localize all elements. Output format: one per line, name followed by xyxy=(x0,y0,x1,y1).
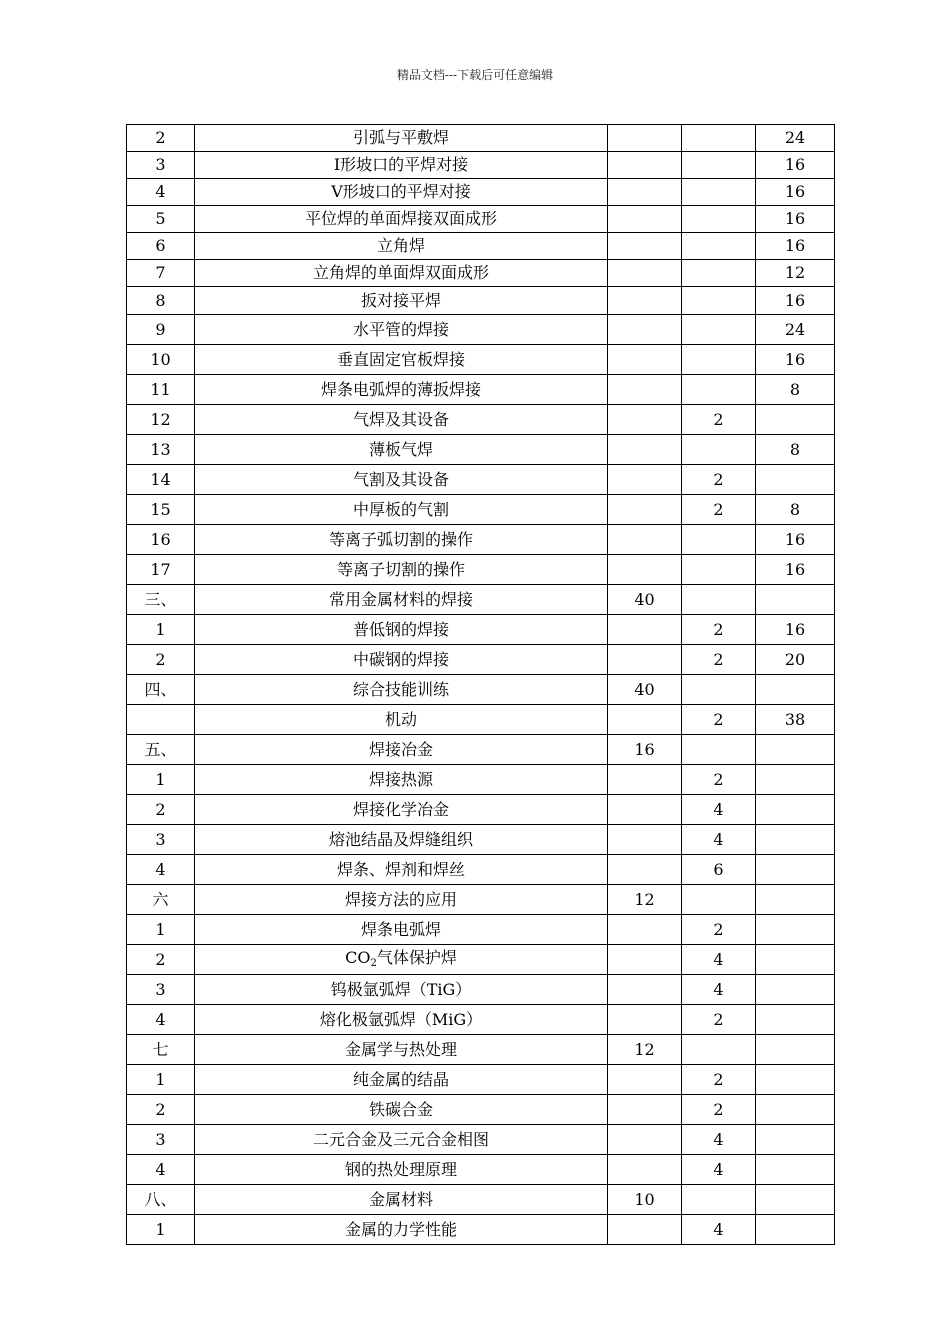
total-hours-cell xyxy=(608,645,682,675)
topic-cell: 平位焊的单面焊接双面成形 xyxy=(195,206,608,233)
practice-hours-cell xyxy=(756,765,835,795)
total-hours-cell xyxy=(608,465,682,495)
curriculum-table xyxy=(126,124,835,1245)
table-row xyxy=(127,555,835,585)
table-row xyxy=(127,585,835,615)
topic-cell: 熔化极氩弧焊（MiG） xyxy=(195,1005,608,1035)
index-cell: 3 xyxy=(127,152,195,179)
practice-hours-cell xyxy=(756,825,835,855)
topic-cell: 二元合金及三元合金相图 xyxy=(195,1125,608,1155)
table-row xyxy=(127,287,835,315)
index-cell: 11 xyxy=(127,375,195,405)
total-hours-cell xyxy=(608,179,682,206)
practice-hours-cell: 8 xyxy=(756,435,835,465)
index-cell: 9 xyxy=(127,315,195,345)
total-hours-cell xyxy=(608,152,682,179)
table-row xyxy=(127,765,835,795)
topic-cell: 焊接热源 xyxy=(195,765,608,795)
topic-cell: V形坡口的平焊对接 xyxy=(195,179,608,206)
table-row xyxy=(127,1215,835,1245)
index-cell: 14 xyxy=(127,465,195,495)
total-hours-cell xyxy=(608,206,682,233)
index-cell: 4 xyxy=(127,1005,195,1035)
total-hours-cell xyxy=(608,855,682,885)
total-hours-cell: 12 xyxy=(608,1035,682,1065)
practice-hours-cell: 38 xyxy=(756,705,835,735)
index-cell: 4 xyxy=(127,179,195,206)
index-cell: 8 xyxy=(127,287,195,315)
table-row xyxy=(127,1185,835,1215)
index-cell: 1 xyxy=(127,915,195,945)
practice-hours-cell xyxy=(756,585,835,615)
practice-hours-cell xyxy=(756,1125,835,1155)
table-row xyxy=(127,465,835,495)
theory-hours-cell xyxy=(682,885,756,915)
total-hours-cell xyxy=(608,975,682,1005)
theory-hours-cell: 4 xyxy=(682,795,756,825)
index-cell: 7 xyxy=(127,260,195,287)
practice-hours-cell xyxy=(756,465,835,495)
total-hours-cell: 12 xyxy=(608,885,682,915)
table-row xyxy=(127,705,835,735)
topic-cell: 等离子切割的操作 xyxy=(195,555,608,585)
practice-hours-cell: 16 xyxy=(756,179,835,206)
topic-cell: 综合技能训练 xyxy=(195,675,608,705)
total-hours-cell xyxy=(608,287,682,315)
topic-cell: 纯金属的结晶 xyxy=(195,1065,608,1095)
topic-cell: 等离子弧切割的操作 xyxy=(195,525,608,555)
index-cell: 15 xyxy=(127,495,195,525)
formula-co: CO xyxy=(345,948,371,967)
index-cell: 2 xyxy=(127,795,195,825)
topic-cell: 铁碳合金 xyxy=(195,1095,608,1125)
index-cell: 2 xyxy=(127,645,195,675)
table-row xyxy=(127,495,835,525)
index-cell: 17 xyxy=(127,555,195,585)
practice-hours-cell xyxy=(756,1215,835,1245)
theory-hours-cell: 4 xyxy=(682,1125,756,1155)
table-row xyxy=(127,405,835,435)
index-cell xyxy=(127,705,195,735)
practice-hours-cell xyxy=(756,1095,835,1125)
total-hours-cell xyxy=(608,1095,682,1125)
table-row xyxy=(127,345,835,375)
total-hours-cell xyxy=(608,915,682,945)
total-hours-cell xyxy=(608,1215,682,1245)
topic-cell: 金属学与热处理 xyxy=(195,1035,608,1065)
topic-cell: 立角焊 xyxy=(195,233,608,260)
topic-cell: 常用金属材料的焊接 xyxy=(195,585,608,615)
theory-hours-cell: 4 xyxy=(682,825,756,855)
total-hours-cell: 10 xyxy=(608,1185,682,1215)
table-row xyxy=(127,1155,835,1185)
theory-hours-cell: 4 xyxy=(682,945,756,975)
index-cell: 八、 xyxy=(127,1185,195,1215)
index-cell: 1 xyxy=(127,1065,195,1095)
table-row xyxy=(127,1125,835,1155)
topic-cell: 垂直固定官板焊接 xyxy=(195,345,608,375)
total-hours-cell xyxy=(608,825,682,855)
topic-cell: 焊接方法的应用 xyxy=(195,885,608,915)
theory-hours-cell xyxy=(682,315,756,345)
topic-cell: 焊条电弧焊 xyxy=(195,915,608,945)
theory-hours-cell: 2 xyxy=(682,495,756,525)
table-row xyxy=(127,885,835,915)
theory-hours-cell: 6 xyxy=(682,855,756,885)
topic-cell: 引弧与平敷焊 xyxy=(195,125,608,152)
practice-hours-cell: 16 xyxy=(756,615,835,645)
index-cell: 1 xyxy=(127,1215,195,1245)
practice-hours-cell: 8 xyxy=(756,495,835,525)
practice-hours-cell xyxy=(756,1185,835,1215)
total-hours-cell xyxy=(608,1005,682,1035)
topic-cell: 熔池结晶及焊缝组织 xyxy=(195,825,608,855)
topic-cell: 钨极氩弧焊（TiG） xyxy=(195,975,608,1005)
table-body xyxy=(127,125,835,1245)
practice-hours-cell xyxy=(756,945,835,975)
theory-hours-cell xyxy=(682,525,756,555)
table-row xyxy=(127,260,835,287)
practice-hours-cell: 16 xyxy=(756,345,835,375)
topic-cell: 气焊及其设备 xyxy=(195,405,608,435)
table-row xyxy=(127,945,835,975)
topic-cell: 金属材料 xyxy=(195,1185,608,1215)
topic-cell: 机动 xyxy=(195,705,608,735)
total-hours-cell: 16 xyxy=(608,735,682,765)
theory-hours-cell xyxy=(682,1185,756,1215)
table-row xyxy=(127,125,835,152)
table-row xyxy=(127,975,835,1005)
total-hours-cell xyxy=(608,525,682,555)
total-hours-cell: 40 xyxy=(608,585,682,615)
practice-hours-cell: 16 xyxy=(756,233,835,260)
index-cell: 三、 xyxy=(127,585,195,615)
practice-hours-cell: 20 xyxy=(756,645,835,675)
topic-cell: 水平管的焊接 xyxy=(195,315,608,345)
table-row xyxy=(127,615,835,645)
table-row xyxy=(127,233,835,260)
table-row xyxy=(127,315,835,345)
topic-cell: 焊条、焊剂和焊丝 xyxy=(195,855,608,885)
index-cell: 13 xyxy=(127,435,195,465)
practice-hours-cell xyxy=(756,885,835,915)
topic-cell: 焊接化学冶金 xyxy=(195,795,608,825)
total-hours-cell xyxy=(608,1065,682,1095)
index-cell: 4 xyxy=(127,1155,195,1185)
theory-hours-cell: 2 xyxy=(682,1095,756,1125)
index-cell: 1 xyxy=(127,765,195,795)
theory-hours-cell xyxy=(682,735,756,765)
page-header: 精品文档---下载后可任意编辑 xyxy=(396,68,554,82)
topic-cell: I形坡口的平焊对接 xyxy=(195,152,608,179)
index-cell: 6 xyxy=(127,233,195,260)
practice-hours-cell xyxy=(756,1035,835,1065)
index-cell: 2 xyxy=(127,125,195,152)
table-row xyxy=(127,152,835,179)
theory-hours-cell: 2 xyxy=(682,465,756,495)
theory-hours-cell xyxy=(682,1035,756,1065)
total-hours-cell xyxy=(608,765,682,795)
practice-hours-cell: 8 xyxy=(756,375,835,405)
table-row xyxy=(127,915,835,945)
practice-hours-cell xyxy=(756,675,835,705)
table-row xyxy=(127,795,835,825)
theory-hours-cell xyxy=(682,152,756,179)
theory-hours-cell: 2 xyxy=(682,1005,756,1035)
table-row xyxy=(127,435,835,465)
theory-hours-cell: 2 xyxy=(682,705,756,735)
topic-cell: 普低钢的焊接 xyxy=(195,615,608,645)
topic-cell: 气割及其设备 xyxy=(195,465,608,495)
theory-hours-cell: 4 xyxy=(682,975,756,1005)
table-row xyxy=(127,645,835,675)
index-cell: 10 xyxy=(127,345,195,375)
index-cell: 2 xyxy=(127,1095,195,1125)
practice-hours-cell xyxy=(756,915,835,945)
index-cell: 1 xyxy=(127,615,195,645)
practice-hours-cell xyxy=(756,1065,835,1095)
theory-hours-cell: 4 xyxy=(682,1215,756,1245)
practice-hours-cell: 24 xyxy=(756,125,835,152)
topic-cell: 扳对接平焊 xyxy=(195,287,608,315)
practice-hours-cell: 24 xyxy=(756,315,835,345)
practice-hours-cell: 16 xyxy=(756,525,835,555)
table-row xyxy=(127,1005,835,1035)
theory-hours-cell xyxy=(682,585,756,615)
index-cell: 3 xyxy=(127,825,195,855)
practice-hours-cell: 16 xyxy=(756,152,835,179)
practice-hours-cell xyxy=(756,405,835,435)
total-hours-cell xyxy=(608,615,682,645)
practice-hours-cell xyxy=(756,795,835,825)
index-cell: 五、 xyxy=(127,735,195,765)
table-row xyxy=(127,675,835,705)
practice-hours-cell xyxy=(756,1155,835,1185)
practice-hours-cell xyxy=(756,735,835,765)
topic-cell: 薄板气焊 xyxy=(195,435,608,465)
total-hours-cell xyxy=(608,375,682,405)
practice-hours-cell: 12 xyxy=(756,260,835,287)
table-row xyxy=(127,375,835,405)
table-row xyxy=(127,825,835,855)
topic-cell: 焊接冶金 xyxy=(195,735,608,765)
practice-hours-cell xyxy=(756,855,835,885)
total-hours-cell xyxy=(608,405,682,435)
index-cell: 5 xyxy=(127,206,195,233)
table-row xyxy=(127,735,835,765)
index-cell: 3 xyxy=(127,975,195,1005)
practice-hours-cell: 16 xyxy=(756,287,835,315)
theory-hours-cell: 2 xyxy=(682,765,756,795)
topic-cell: 中碳钢的焊接 xyxy=(195,645,608,675)
total-hours-cell xyxy=(608,555,682,585)
table-row xyxy=(127,179,835,206)
topic-cell xyxy=(195,945,608,975)
total-hours-cell xyxy=(608,435,682,465)
topic-cell: 中厚板的气割 xyxy=(195,495,608,525)
total-hours-cell xyxy=(608,1125,682,1155)
table-row xyxy=(127,855,835,885)
theory-hours-cell: 2 xyxy=(682,645,756,675)
total-hours-cell xyxy=(608,705,682,735)
theory-hours-cell xyxy=(682,260,756,287)
table-row xyxy=(127,525,835,555)
theory-hours-cell xyxy=(682,555,756,585)
index-cell: 12 xyxy=(127,405,195,435)
theory-hours-cell xyxy=(682,179,756,206)
theory-hours-cell xyxy=(682,435,756,465)
index-cell: 3 xyxy=(127,1125,195,1155)
topic-cell: 焊条电弧焊的薄扳焊接 xyxy=(195,375,608,405)
theory-hours-cell xyxy=(682,287,756,315)
index-cell: 4 xyxy=(127,855,195,885)
formula-label: 气体保护焊 xyxy=(376,948,457,967)
total-hours-cell xyxy=(608,260,682,287)
total-hours-cell xyxy=(608,495,682,525)
index-cell: 四、 xyxy=(127,675,195,705)
theory-hours-cell xyxy=(682,125,756,152)
table-row xyxy=(127,1035,835,1065)
table-row xyxy=(127,206,835,233)
practice-hours-cell: 16 xyxy=(756,206,835,233)
theory-hours-cell: 2 xyxy=(682,615,756,645)
table-row xyxy=(127,1095,835,1125)
index-cell: 七 xyxy=(127,1035,195,1065)
theory-hours-cell: 4 xyxy=(682,1155,756,1185)
index-cell: 16 xyxy=(127,525,195,555)
theory-hours-cell: 2 xyxy=(682,915,756,945)
theory-hours-cell: 2 xyxy=(682,405,756,435)
practice-hours-cell xyxy=(756,975,835,1005)
theory-hours-cell xyxy=(682,675,756,705)
total-hours-cell xyxy=(608,125,682,152)
total-hours-cell xyxy=(608,233,682,260)
total-hours-cell xyxy=(608,945,682,975)
theory-hours-cell xyxy=(682,206,756,233)
total-hours-cell xyxy=(608,1155,682,1185)
total-hours-cell: 40 xyxy=(608,675,682,705)
total-hours-cell xyxy=(608,315,682,345)
total-hours-cell xyxy=(608,795,682,825)
practice-hours-cell xyxy=(756,1005,835,1035)
topic-cell: 金属的力学性能 xyxy=(195,1215,608,1245)
practice-hours-cell: 16 xyxy=(756,555,835,585)
theory-hours-cell xyxy=(682,375,756,405)
index-cell: 六 xyxy=(127,885,195,915)
theory-hours-cell xyxy=(682,345,756,375)
topic-cell: 钢的热处理原理 xyxy=(195,1155,608,1185)
index-cell: 2 xyxy=(127,945,195,975)
formula-subscript: 2 xyxy=(370,958,377,969)
total-hours-cell xyxy=(608,345,682,375)
theory-hours-cell: 2 xyxy=(682,1065,756,1095)
topic-cell: 立角焊的单面焊双面成形 xyxy=(195,260,608,287)
table-row xyxy=(127,1065,835,1095)
theory-hours-cell xyxy=(682,233,756,260)
